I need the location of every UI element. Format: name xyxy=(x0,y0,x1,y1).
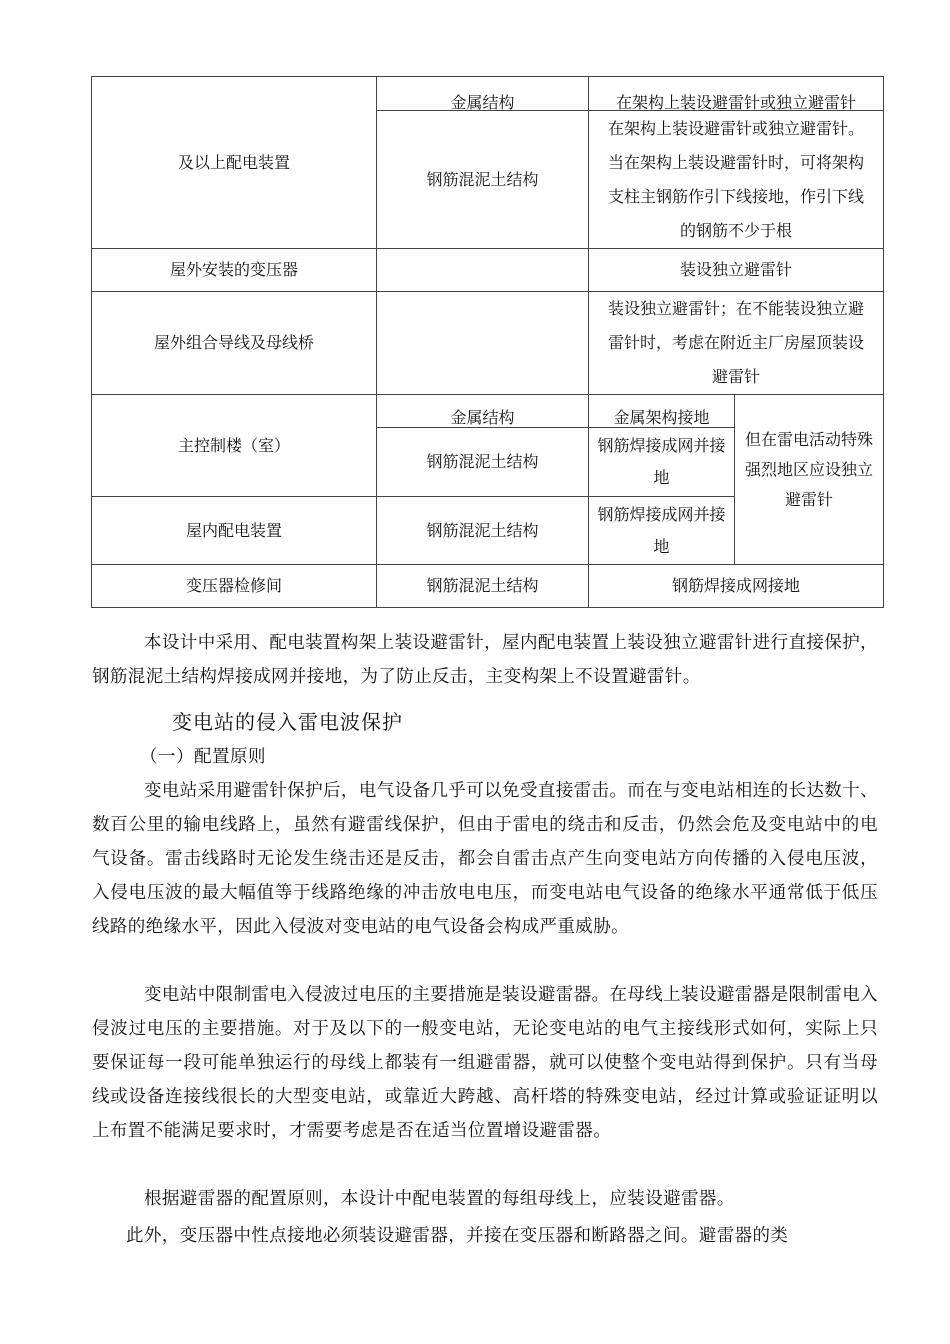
cell-concrete-structure xyxy=(376,110,589,249)
row-label-indoor-distribution xyxy=(91,496,377,565)
cell-independent-rod xyxy=(588,248,884,292)
cell-text: 金属结构 xyxy=(450,92,515,112)
cell-text: 钢筋焊接成网接地 xyxy=(671,576,800,595)
cell-note-independent-rod xyxy=(734,394,884,565)
section-heading: 变电站的侵入雷电波保护 xyxy=(172,710,403,734)
cell-welded-mesh-ground xyxy=(588,496,735,565)
cell-text: 钢筋焊接成网并接地 xyxy=(597,436,726,487)
paragraph-neutral-arrester: 此外，变压器中性点接地必须装设避雷器，并接在变压器和断路器之间。避雷器的类 xyxy=(126,1226,789,1246)
cell-concrete-structure xyxy=(376,496,589,565)
cell-text: 但在雷电活动特殊强烈地区应设独立避雷针 xyxy=(744,430,873,509)
cell-metal-structure xyxy=(376,394,589,428)
cell-concrete-structure xyxy=(376,427,589,497)
paragraph-direct-protection: 本设计中采用、配电装置构架上装设避雷针，屋内配电装置上装设独立避雷针进行直接保护，钢筋混泥土结构焊接成网并接地，为了防止反击，主变构架上不设置避雷针。 xyxy=(92,633,878,687)
cell-empty xyxy=(376,291,589,395)
cell-independent-rod-alt xyxy=(588,291,884,395)
cell-rod-on-frame-detail xyxy=(588,110,884,249)
cell-metal-structure xyxy=(376,76,589,111)
cell-text: 及以上配电装置 xyxy=(177,152,290,172)
paragraph-intrusion-wave: 变电站采用避雷针保护后，电气设备几乎可以免受直接雷击。而在与变电站相连的长达数十、数百公里的输电线路上，虽然有避雷线保护，但由于雷电的绕击和反击，仍然会危及变电站中的电气设备。雷击线路时无论发生绕击还是反击，都会自雷击点产生向变电站方向传播的入侵电压波，入侵电压波的最大幅值等于线路绝缘的冲击放电电压，而变电站电气设备的绝缘水平通常低于低压线路的绝缘水平，因此入侵波对变电站的电气设备会构成严重威胁。 xyxy=(92,781,878,937)
cell-text: 装设独立避雷针 xyxy=(679,260,792,279)
cell-text: 金属架构接地 xyxy=(613,408,710,427)
cell-text: 金属结构 xyxy=(450,408,515,427)
lightning-protection-table xyxy=(0,0,950,620)
row-label-control-building xyxy=(91,394,377,497)
row-label-outdoor-busbar xyxy=(91,291,377,395)
cell-text: 主控制楼（室） xyxy=(177,435,290,455)
paragraph-arrester-config: 根据避雷器的配置原则，本设计中配电装置的每组母线上，应装设避雷器。 xyxy=(144,1189,735,1209)
subsection-heading: （一）配置原则 xyxy=(140,747,266,767)
cell-text: 屋外组合导线及母线桥 xyxy=(153,333,314,352)
cell-welded-mesh-ground xyxy=(588,564,884,608)
row-label-distribution xyxy=(91,76,377,249)
cell-text: 钢筋混泥土结构 xyxy=(426,452,539,471)
cell-text: 钢筋混泥土结构 xyxy=(426,169,539,189)
cell-text: 变压器检修间 xyxy=(185,576,282,595)
cell-text: 装设独立避雷针；在不能装设独立避雷针时，考虑在附近主厂房屋顶装设避雷针 xyxy=(607,299,864,386)
cell-text: 在架构上装设避雷针或独立避雷针。当在架构上装设避雷针时，可将架构支柱主钢筋作引下线接地，作引下线的钢筋不少于根 xyxy=(607,118,864,240)
cell-text: 屋内配电装置 xyxy=(185,520,282,540)
paragraph-arrester-measures: 变电站中限制雷电入侵波过电压的主要措施是装设避雷器。在母线上装设避雷器是限制雷电入侵波过电压的主要措施。对于及以下的一般变电站，无论变电站的电气主接线形式如何，实际上只要保证每一段可能单独运行的母线上都装有一组避雷器，就可以使整个变电站得到保护。只有当母线或设备连接线很长的大型变电站，或靠近大跨越、高杆塔的特殊变电站，经过计算或验证证明以上布置不能满足要求时，才需要考虑是否在适当位置增设避雷器。 xyxy=(92,985,878,1141)
cell-concrete-structure xyxy=(376,564,589,608)
row-label-transformer-repair xyxy=(91,564,377,608)
row-label-outdoor-transformer xyxy=(91,248,377,292)
cell-empty xyxy=(376,248,589,292)
cell-text: 屋外安装的变压器 xyxy=(169,260,298,279)
cell-text: 钢筋焊接成网并接地 xyxy=(597,504,726,556)
cell-metal-frame-ground xyxy=(588,394,735,428)
cell-text: 钢筋混泥土结构 xyxy=(426,520,539,540)
cell-text: 钢筋混泥土结构 xyxy=(426,576,539,595)
cell-rod-on-frame xyxy=(588,76,884,111)
cell-text: 在架构上装设避雷针或独立避雷针 xyxy=(615,92,856,112)
cell-welded-mesh-ground xyxy=(588,427,735,497)
